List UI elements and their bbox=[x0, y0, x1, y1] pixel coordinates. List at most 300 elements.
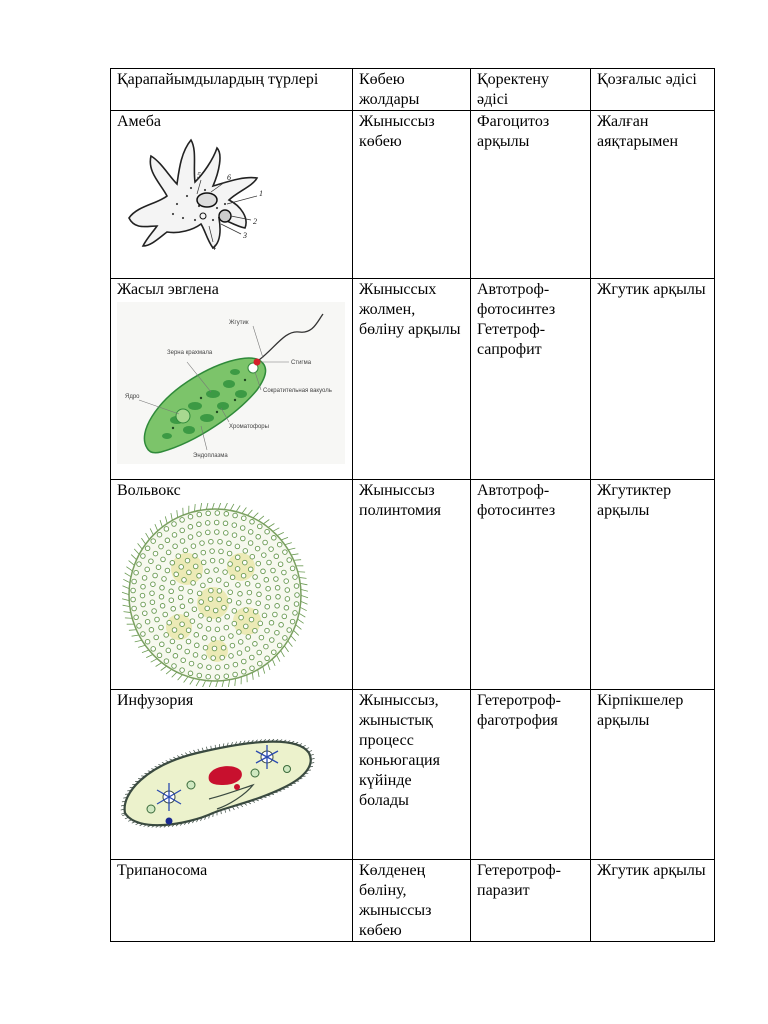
volvox-cell bbox=[216, 618, 221, 623]
volvox-cell bbox=[171, 580, 176, 585]
volvox-cell bbox=[239, 615, 244, 620]
table-row bbox=[111, 860, 715, 942]
volvox-cell bbox=[275, 604, 280, 609]
volvox-cell bbox=[212, 646, 217, 651]
volvox-cell bbox=[256, 583, 261, 588]
volvox-cell bbox=[243, 549, 248, 554]
volvox-cell bbox=[258, 621, 263, 626]
species-cell bbox=[111, 111, 353, 279]
volvox-cell bbox=[183, 548, 188, 553]
volvox-cell bbox=[205, 521, 210, 526]
volvox-cell bbox=[180, 528, 185, 533]
euglena-nucleus bbox=[176, 409, 190, 423]
volvox-cell bbox=[154, 635, 159, 640]
volvox-illustration bbox=[117, 503, 313, 687]
header-cell-reproduction: Көбею жолдары bbox=[353, 69, 471, 111]
volvox-cell bbox=[237, 630, 242, 635]
volvox-cell bbox=[203, 645, 208, 650]
volvox-cell bbox=[265, 604, 270, 609]
volvox-cell bbox=[227, 541, 232, 546]
volvox-cell bbox=[181, 658, 186, 663]
amoeba-label-1: 1 bbox=[259, 189, 263, 198]
volvox-cell bbox=[233, 662, 238, 667]
volvox-cell bbox=[213, 608, 218, 613]
volvox-cell bbox=[178, 595, 183, 600]
euglena-label-vacuole: Сократительная вакуоль bbox=[263, 388, 332, 394]
volvox-cell bbox=[228, 562, 233, 567]
volvox-cell bbox=[238, 640, 243, 645]
volvox-cell bbox=[172, 664, 177, 669]
volvox-cell bbox=[293, 575, 298, 580]
species-cell bbox=[111, 279, 353, 480]
volvox-cell bbox=[210, 549, 215, 554]
volvox-cell bbox=[224, 582, 229, 587]
volvox-cell bbox=[185, 558, 190, 563]
volvox-cell bbox=[160, 604, 165, 609]
volvox-cell bbox=[175, 615, 180, 620]
volvox-cell bbox=[269, 547, 274, 552]
volvox-cell bbox=[256, 535, 261, 540]
volvox-cell bbox=[185, 649, 190, 654]
volvox-cell bbox=[141, 632, 146, 637]
volvox-cell bbox=[172, 533, 177, 538]
volvox-cell bbox=[220, 655, 225, 660]
volvox-cell bbox=[278, 562, 283, 567]
volvox-cell bbox=[266, 586, 271, 591]
reproduction-cell: Жыныссых жолмен, бөліну арқылы bbox=[353, 279, 471, 480]
volvox-cell bbox=[150, 600, 155, 605]
reproduction-cell: Жыныссыз, жыныстық процесс коньюгация күйінде болады bbox=[353, 690, 471, 860]
table-row bbox=[111, 279, 715, 480]
volvox-cell bbox=[159, 595, 164, 600]
volvox-cell bbox=[141, 602, 146, 607]
header-cell-species: Қарапайымдылардың түрлері bbox=[111, 69, 353, 111]
volvox-cell bbox=[149, 628, 154, 633]
volvox-cell bbox=[180, 604, 185, 609]
species-name: Трипаносома bbox=[117, 862, 208, 879]
volvox-cell bbox=[224, 664, 229, 669]
nutrition-cell: Автотроф- фотосинтез Гететроф- сапрофит bbox=[471, 279, 591, 480]
volvox-daughter-colony bbox=[171, 553, 203, 585]
volvox-cell bbox=[162, 577, 167, 582]
paramecium-illustration bbox=[117, 713, 317, 837]
volvox-cell bbox=[215, 511, 220, 516]
volvox-cell bbox=[257, 650, 262, 655]
amoeba-label-6: 6 bbox=[227, 173, 231, 182]
volvox-cell bbox=[224, 531, 229, 536]
amoeba-illustration bbox=[117, 134, 289, 254]
volvox-cell bbox=[285, 597, 290, 602]
volvox-cell bbox=[140, 593, 145, 598]
volvox-cell bbox=[224, 674, 229, 679]
volvox-cell bbox=[197, 532, 202, 537]
volvox-cell bbox=[142, 576, 147, 581]
volvox-cell bbox=[276, 595, 281, 600]
volvox-cell bbox=[249, 617, 254, 622]
volvox-cell bbox=[205, 606, 210, 611]
volvox-cell bbox=[215, 530, 220, 535]
volvox-cell bbox=[222, 605, 227, 610]
volvox-cell bbox=[232, 523, 237, 528]
volvox-cell bbox=[229, 634, 234, 639]
volvox-cell bbox=[137, 562, 142, 567]
volvox-cell bbox=[164, 659, 169, 664]
volvox-cell bbox=[156, 565, 161, 570]
volvox-cell bbox=[184, 612, 189, 617]
volvox-cell bbox=[274, 554, 279, 559]
volvox-cell bbox=[157, 532, 162, 537]
volvox-cell bbox=[285, 588, 290, 593]
volvox-cell bbox=[152, 609, 157, 614]
movement-cell: Жгутик арқылы bbox=[591, 860, 715, 942]
volvox-cell bbox=[195, 643, 200, 648]
volvox-cell bbox=[248, 567, 253, 572]
header-cell-movement: Қозғалыс әдісі bbox=[591, 69, 715, 111]
volvox-cell bbox=[206, 511, 211, 516]
volvox-cell bbox=[214, 520, 219, 525]
volvox-cell bbox=[272, 650, 277, 655]
volvox-cell bbox=[235, 544, 240, 549]
volvox-cell bbox=[164, 527, 169, 532]
header-cell-nutrition: Қоректену әдісі bbox=[471, 69, 591, 111]
volvox-cell bbox=[206, 530, 211, 535]
volvox-cell bbox=[179, 565, 184, 570]
volvox-cell bbox=[232, 533, 237, 538]
volvox-cell bbox=[250, 655, 255, 660]
volvox-cell bbox=[132, 606, 137, 611]
volvox-cell bbox=[232, 621, 237, 626]
protozoa-table bbox=[110, 68, 715, 942]
volvox-cell bbox=[145, 546, 150, 551]
volvox-cell bbox=[287, 628, 292, 633]
species-name: Инфузория bbox=[117, 692, 194, 709]
volvox-cell bbox=[242, 670, 247, 675]
volvox-cell bbox=[250, 520, 255, 525]
amoeba-label-5: 5 bbox=[197, 171, 201, 180]
volvox-cell bbox=[220, 636, 225, 641]
volvox-cell bbox=[169, 589, 174, 594]
volvox-cell bbox=[219, 549, 224, 554]
volvox-cell bbox=[215, 675, 220, 680]
movement-cell: Жгутиктер арқылы bbox=[591, 480, 715, 690]
volvox-cell bbox=[269, 621, 274, 626]
nutrition-cell: Гетеротроф- паразит bbox=[471, 860, 591, 942]
volvox-cell bbox=[255, 546, 260, 551]
volvox-cell bbox=[201, 550, 206, 555]
volvox-cell bbox=[272, 536, 277, 541]
volvox-cell bbox=[294, 584, 299, 589]
reproduction-cell: Көлденең бөліну, жыныссыз көбею bbox=[353, 860, 471, 942]
volvox-cell bbox=[155, 617, 160, 622]
volvox-cell bbox=[240, 526, 245, 531]
volvox-cell bbox=[165, 568, 170, 573]
volvox-cell bbox=[173, 544, 178, 549]
volvox-cell bbox=[230, 643, 235, 648]
volvox-cell bbox=[295, 593, 300, 598]
volvox-cell bbox=[141, 584, 146, 589]
volvox-cell bbox=[253, 609, 258, 614]
volvox-cell bbox=[157, 653, 162, 658]
volvox-cell bbox=[224, 625, 229, 630]
euglena-illustration bbox=[117, 302, 345, 464]
species-name: Жасыл эвглена bbox=[117, 281, 219, 298]
volvox-cell bbox=[207, 665, 212, 670]
volvox-cell bbox=[235, 555, 240, 560]
volvox-cell bbox=[197, 512, 202, 517]
volvox-cell bbox=[179, 586, 184, 591]
euglena-label-endoplasm: Эндоплазма bbox=[193, 453, 228, 459]
volvox-cell bbox=[209, 539, 214, 544]
volvox-cell bbox=[159, 625, 164, 630]
volvox-cell bbox=[233, 672, 238, 677]
volvox-cell bbox=[253, 575, 258, 580]
volvox-cell bbox=[266, 595, 271, 600]
species-cell bbox=[111, 860, 353, 942]
volvox-cell bbox=[160, 642, 165, 647]
volvox-cell bbox=[290, 566, 295, 571]
volvox-cell bbox=[230, 575, 235, 580]
volvox-cell bbox=[264, 644, 269, 649]
volvox-cell bbox=[172, 522, 177, 527]
volvox-cell bbox=[258, 524, 263, 529]
table-row bbox=[111, 690, 715, 860]
volvox-cell bbox=[221, 646, 226, 651]
amoeba-body bbox=[129, 140, 257, 248]
volvox-cell bbox=[180, 539, 185, 544]
volvox-cell bbox=[160, 586, 165, 591]
volvox-cell bbox=[167, 620, 172, 625]
species-cell bbox=[111, 480, 353, 690]
volvox-cell bbox=[150, 591, 155, 596]
volvox-cell bbox=[263, 540, 268, 545]
volvox-cell bbox=[250, 554, 255, 559]
volvox-cell bbox=[293, 611, 298, 616]
volvox-cell bbox=[159, 544, 164, 549]
volvox-cell bbox=[243, 560, 248, 565]
volvox-cell bbox=[197, 673, 202, 678]
volvox-cell bbox=[200, 541, 205, 546]
volvox-cell bbox=[229, 654, 234, 659]
table-row bbox=[111, 111, 715, 279]
volvox-cell bbox=[145, 619, 150, 624]
volvox-cell bbox=[241, 573, 246, 578]
volvox-cell bbox=[186, 639, 191, 644]
volvox-cell bbox=[244, 624, 249, 629]
volvox-cell bbox=[182, 578, 187, 583]
volvox-cell bbox=[282, 570, 287, 575]
volvox-cell bbox=[284, 579, 289, 584]
volvox-cell bbox=[186, 628, 191, 633]
volvox-cell bbox=[247, 599, 252, 604]
volvox-cell bbox=[247, 590, 252, 595]
volvox-cell bbox=[191, 581, 196, 586]
volvox-cell bbox=[170, 561, 175, 566]
volvox-cell bbox=[253, 642, 258, 647]
volvox-cell bbox=[191, 544, 196, 549]
volvox-cell bbox=[290, 619, 295, 624]
volvox-cell bbox=[193, 653, 198, 658]
volvox-cell bbox=[270, 638, 275, 643]
volvox-cell bbox=[236, 601, 241, 606]
volvox-cell bbox=[201, 583, 206, 588]
volvox-cell bbox=[132, 579, 137, 584]
reproduction-cell: Жыныссыз көбею bbox=[353, 111, 471, 279]
volvox-cell bbox=[145, 639, 150, 644]
volvox-cell bbox=[218, 539, 223, 544]
amoeba-vacuole bbox=[219, 210, 231, 222]
volvox-cell bbox=[253, 628, 258, 633]
volvox-cell bbox=[208, 597, 213, 602]
volvox-cell bbox=[187, 570, 192, 575]
volvox-cell bbox=[275, 630, 280, 635]
volvox-cell bbox=[227, 551, 232, 556]
species-cell bbox=[111, 690, 353, 860]
volvox-cell bbox=[188, 514, 193, 519]
volvox-cell bbox=[188, 535, 193, 540]
volvox-cell bbox=[261, 569, 266, 574]
volvox-cell bbox=[248, 541, 253, 546]
volvox-cell bbox=[166, 550, 171, 555]
volvox-cell bbox=[171, 607, 176, 612]
euglena-label-chromatophores: Хроматофоры bbox=[229, 424, 269, 430]
volvox-cell bbox=[202, 655, 207, 660]
volvox-cell bbox=[198, 624, 203, 629]
volvox-cell bbox=[257, 592, 262, 597]
volvox-cell bbox=[188, 599, 193, 604]
volvox-cell bbox=[211, 656, 216, 661]
volvox-cell bbox=[271, 568, 276, 573]
amoeba-label-2: 2 bbox=[253, 217, 257, 226]
volvox-cell bbox=[211, 637, 216, 642]
volvox-cell bbox=[172, 628, 177, 633]
volvox-cell bbox=[197, 574, 202, 579]
volvox-cell bbox=[206, 627, 211, 632]
volvox-cell bbox=[145, 567, 150, 572]
volvox-cell bbox=[207, 617, 212, 622]
euglena-label-stigma: Стигма bbox=[291, 360, 312, 366]
volvox-cell bbox=[199, 600, 204, 605]
volvox-cell bbox=[210, 558, 215, 563]
volvox-cell bbox=[174, 572, 179, 577]
volvox-cell bbox=[273, 612, 278, 617]
volvox-cell bbox=[256, 601, 261, 606]
volvox-cell bbox=[192, 607, 197, 612]
volvox-cell bbox=[258, 661, 263, 666]
volvox-cell bbox=[170, 639, 175, 644]
volvox-cell bbox=[209, 588, 214, 593]
volvox-cell bbox=[180, 518, 185, 523]
euglena-label-starch: Зерна крахмала bbox=[167, 350, 213, 356]
volvox-cell bbox=[134, 570, 139, 575]
volvox-cell bbox=[169, 598, 174, 603]
volvox-cell bbox=[216, 665, 221, 670]
volvox-cell bbox=[287, 558, 292, 563]
volvox-cell bbox=[137, 624, 142, 629]
volvox-cell bbox=[189, 661, 194, 666]
volvox-cell bbox=[180, 668, 185, 673]
volvox-cell bbox=[277, 542, 282, 547]
volvox-cell bbox=[282, 614, 287, 619]
euglena-stigma bbox=[254, 359, 261, 366]
volvox-cell bbox=[267, 560, 272, 565]
volvox-cell bbox=[134, 615, 139, 620]
volvox-cell bbox=[223, 570, 228, 575]
volvox-cell bbox=[176, 554, 181, 559]
movement-cell: Жалған аяқтарымен bbox=[591, 111, 715, 279]
volvox-cell bbox=[233, 513, 238, 518]
volvox-cell bbox=[198, 664, 203, 669]
volvox-cell bbox=[215, 627, 220, 632]
volvox-cell bbox=[188, 589, 193, 594]
volvox-cell bbox=[217, 589, 222, 594]
volvox-cell bbox=[277, 643, 282, 648]
volvox-cell bbox=[151, 647, 156, 652]
volvox-cell bbox=[237, 651, 242, 656]
volvox-cell bbox=[153, 573, 158, 578]
volvox-cell bbox=[193, 554, 198, 559]
volvox-cell bbox=[225, 615, 230, 620]
volvox-cell bbox=[219, 559, 224, 564]
volvox-cell bbox=[173, 654, 178, 659]
volvox-cell bbox=[164, 633, 169, 638]
volvox-cell bbox=[205, 569, 210, 574]
euglena-label-nucleus: Ядро bbox=[125, 394, 140, 400]
volvox-cell bbox=[131, 588, 136, 593]
volvox-cell bbox=[202, 636, 207, 641]
volvox-cell bbox=[161, 557, 166, 562]
reproduction-cell: Жыныссыз полинтомия bbox=[353, 480, 471, 690]
volvox-cell bbox=[188, 525, 193, 530]
header-row bbox=[111, 69, 715, 111]
volvox-cell bbox=[199, 613, 204, 618]
amoeba-label-3: 3 bbox=[243, 231, 247, 240]
table-row bbox=[111, 480, 715, 690]
volvox-cell bbox=[217, 597, 222, 602]
species-name: Вольвокс bbox=[117, 482, 181, 499]
nutrition-cell: Фагоцитоз арқылы bbox=[471, 111, 591, 279]
volvox-cell bbox=[193, 564, 198, 569]
volvox-cell bbox=[235, 567, 240, 572]
volvox-cell bbox=[190, 619, 195, 624]
volvox-cell bbox=[197, 591, 202, 596]
volvox-cell bbox=[238, 592, 243, 597]
volvox-cell bbox=[241, 536, 246, 541]
volvox-cell bbox=[197, 522, 202, 527]
volvox-cell bbox=[208, 578, 213, 583]
amoeba-nucleus bbox=[197, 193, 217, 207]
volvox-cell bbox=[227, 599, 232, 604]
volvox-cell bbox=[262, 613, 267, 618]
volvox-cell bbox=[163, 612, 168, 617]
volvox-cell bbox=[224, 512, 229, 517]
volvox-cell bbox=[232, 609, 237, 614]
volvox-cell bbox=[194, 633, 199, 638]
volvox-cell bbox=[245, 581, 250, 586]
species-name: Амеба bbox=[117, 113, 162, 130]
volvox-cell bbox=[262, 553, 267, 558]
volvox-cell bbox=[143, 611, 148, 616]
volvox-cell bbox=[275, 586, 280, 591]
amoeba-label-4: 4 bbox=[212, 243, 216, 252]
volvox-cell bbox=[151, 582, 156, 587]
volvox-cell bbox=[248, 530, 253, 535]
volvox-cell bbox=[188, 671, 193, 676]
volvox-cell bbox=[245, 647, 250, 652]
volvox-cell bbox=[228, 590, 233, 595]
volvox-cell bbox=[180, 622, 185, 627]
volvox-cell bbox=[166, 648, 171, 653]
volvox-cell bbox=[177, 645, 182, 650]
